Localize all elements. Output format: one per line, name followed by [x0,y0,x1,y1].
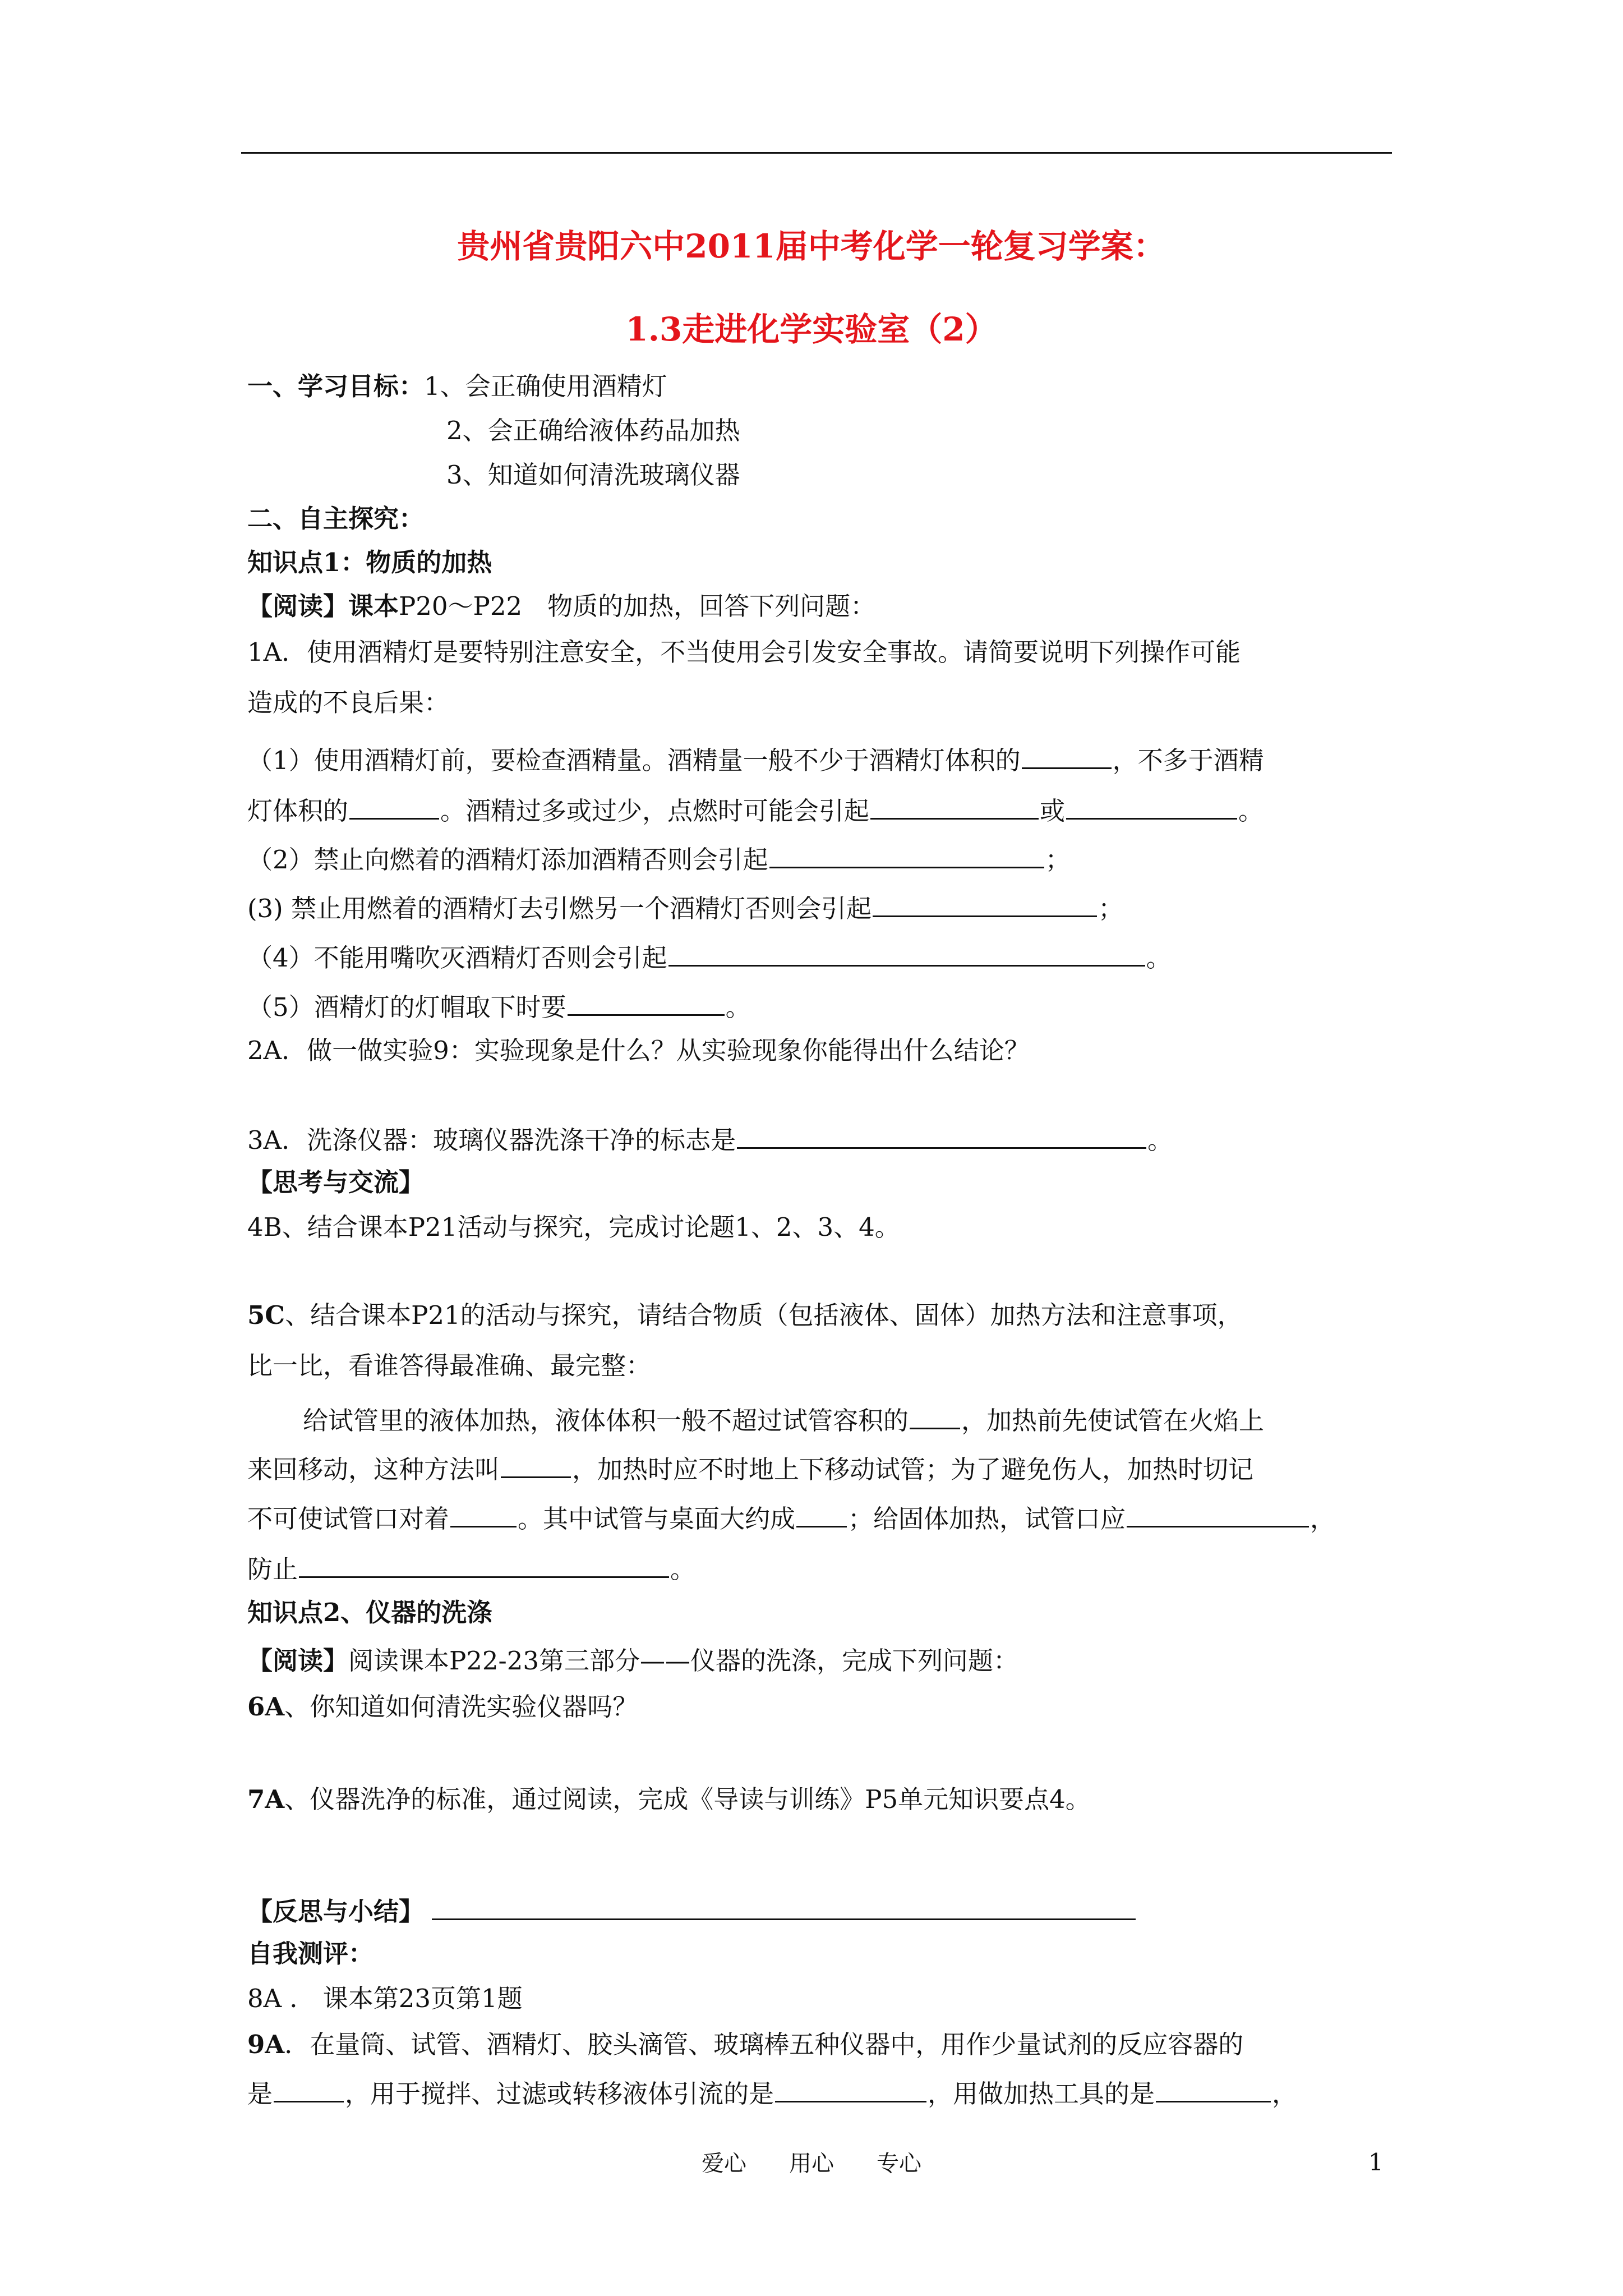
para-line-2 [247,1454,1253,1482]
item-5-text: （5）酒精灯的灯帽取下时要 [247,992,566,1022]
document-title: 贵州省贵阳六中2011届中考化学一轮复习学案： [457,227,1166,265]
blank-16[interactable] [274,2078,344,2102]
blank-1[interactable] [1022,745,1112,769]
para-3-d: ， [1310,1504,1336,1534]
para-2-b: ，加热时应不时地上下移动试管；为了避免伤人，加热时切记 [572,1455,1254,1484]
footer-word-3: 专心 [877,2151,921,2177]
q6a-line [247,1692,638,1722]
item-5-end: 。 [725,992,751,1022]
kp2-read-line [247,1646,1019,1676]
kp2-heading: 知识点2、仪器的洗涤 [247,1598,492,1627]
item-1-text-a: （1）使用酒精灯前，要检查酒精量。酒精量一般不少于酒精灯体积的 [247,746,1021,775]
item-2-text: （2）禁止向燃着的酒精灯添加酒精否则会引起 [247,845,768,875]
item-2-line [247,844,1071,875]
blank-8[interactable] [568,992,725,1016]
blank-17[interactable] [775,2078,926,2102]
q7a-text: 、仪器洗净的标准，通过阅读，完成《导读与训练》P5单元知识要点4。 [284,1784,1091,1814]
blank-12[interactable] [450,1503,517,1527]
summary-blank[interactable] [432,1896,1136,1920]
blank-13[interactable] [796,1503,847,1527]
para-4-a: 防止 [247,1554,298,1584]
blank-5[interactable] [769,844,1044,868]
blank-15[interactable] [299,1554,669,1578]
goal-2: 2、会正确给液体药品加热 [446,416,740,445]
goal-1: 1、会正确使用酒精灯 [424,371,667,401]
item-4-line [247,942,1172,973]
goal-3: 3、知道如何清洗玻璃仪器 [446,460,740,490]
q8a-line: 8A ． 课本第23页第1题 [247,1984,523,2013]
item-1-text-c: 灯体积的 [247,796,349,826]
q5c-number: 5C [247,1300,285,1330]
q7a-number: 7A [247,1784,285,1814]
q3a-line [247,1125,1173,1153]
q2a-line: 2A．做一做实验9：实验现象是什么？从实验现象你能得出什么结论？ [247,1036,1030,1065]
read-tag: 【阅读】课本 [247,591,399,621]
item-1-text-e: 或 [1040,796,1066,826]
item-1-text-f: 。 [1238,796,1264,826]
q4b-line: 4B、结合课本P21活动与探究，完成讨论题1、2、3、4。 [247,1212,900,1242]
q9a-text-c: ，用做加热工具的是 [928,2079,1155,2109]
q9a-text-d: ， [1272,2079,1298,2109]
item-3-end: ； [1098,894,1124,923]
para-2-a: 来回移动，这种方法叫 [247,1455,500,1484]
item-2-end: ； [1045,845,1071,875]
blank-11[interactable] [501,1454,571,1478]
goals-heading: 一、学习目标： [247,371,425,401]
q3a-end: 。 [1147,1125,1173,1155]
item-5-line [247,992,751,1020]
footer-word-1: 爱心 [702,2151,746,2177]
item-3-text: (3) 禁止用燃着的酒精灯去引燃另一个酒精灯否则会引起 [247,894,872,923]
q3a-text: 3A．洗涤仪器：玻璃仪器洗涤干净的标志是 [247,1125,736,1155]
blank-6[interactable] [873,893,1097,917]
item-4-text: （4）不能用嘴吹灭酒精灯否则会引起 [247,943,667,973]
summary-heading: 【反思与小结】 [247,1897,425,1926]
q5c-text-1: 、结合课本P21的活动与探究，请结合物质（包括液体、固体）加热方法和注意事项， [285,1300,1243,1330]
discuss-heading: 【思考与交流】 [247,1167,425,1197]
kp1-read-line [247,593,875,619]
blank-7[interactable] [668,942,1145,967]
page-number: 1 [1368,2148,1384,2176]
document-subtitle: 1.3走进化学实验室（2） [625,310,998,348]
para-line-3 [247,1503,1336,1534]
para-3-a: 不可使试管口对着 [247,1504,450,1534]
item-3-line [247,893,1123,921]
kp1-heading: 知识点1：物质的加热 [247,547,492,577]
blank-9[interactable] [737,1125,1146,1149]
blank-4[interactable] [1066,795,1237,820]
read-text: P20～P22 物质的加热，回答下列问题： [399,591,876,621]
q5c-line-1 [247,1300,1243,1330]
para-line-4 [247,1554,695,1582]
q9a-line-1 [247,2032,1243,2057]
q9a-text-a: 是 [247,2079,273,2109]
q6a-text: 、你知道如何清洗实验仪器吗？ [284,1692,638,1722]
para-1-a: 给试管里的液体加热，液体体积一般不超过试管容积的 [303,1406,909,1435]
q6a-number: 6A [247,1692,285,1722]
para-line-1 [303,1405,1264,1433]
blank-10[interactable] [910,1405,960,1429]
para-1-b: ，加热前先使试管在火焰上 [961,1406,1265,1435]
blank-2[interactable] [349,795,439,820]
blank-18[interactable] [1156,2078,1271,2102]
goals-line-1 [247,371,667,401]
q9a-number: 9A [247,2030,285,2059]
item-1-text-d: 。酒精过多或过少，点燃时可能会引起 [440,796,870,826]
q1a-line-2: 造成的不良后果： [247,688,450,717]
q7a-line [247,1784,1091,1814]
q9a-text-b: ，用于搅拌、过滤或转移液体引流的是 [345,2079,774,2109]
q5c-line-2: 比一比，看谁答得最准确、最完整： [247,1351,652,1381]
blank-14[interactable] [1127,1503,1309,1527]
para-4-b: 。 [670,1554,696,1584]
item-1-line-2 [247,795,1264,826]
q1a-line-1: 1A．使用酒精灯是要特别注意安全，不当使用会引发安全事故。请简要说明下列操作可能 [247,637,1241,667]
q9a-line-2 [247,2078,1298,2109]
item-4-end: 。 [1146,943,1172,973]
kp2-read-tag: 【阅读】 [247,1646,349,1676]
footer-word-2: 用心 [789,2151,834,2177]
blank-3[interactable] [870,795,1039,820]
section-2-heading: 二、自主探究： [247,504,425,533]
header-rule [241,152,1392,154]
q9a-text-1: ．在量筒、试管、酒精灯、胶头滴管、玻璃棒五种仪器中，用作少量试剂的反应容器的 [284,2030,1244,2059]
item-1-line-1 [247,745,1264,773]
item-1-text-b: ，不多于酒精 [1112,746,1264,775]
para-3-c: ；给固体加热，试管口应 [848,1504,1126,1534]
para-3-b: 。其中试管与桌面大约成 [518,1504,796,1534]
kp2-read-text: 阅读课本P22-23第三部分——仪器的洗涤，完成下列问题： [348,1646,1019,1676]
self-test-heading: 自我测评： [247,1939,374,1968]
summary-line [247,1896,1137,1924]
